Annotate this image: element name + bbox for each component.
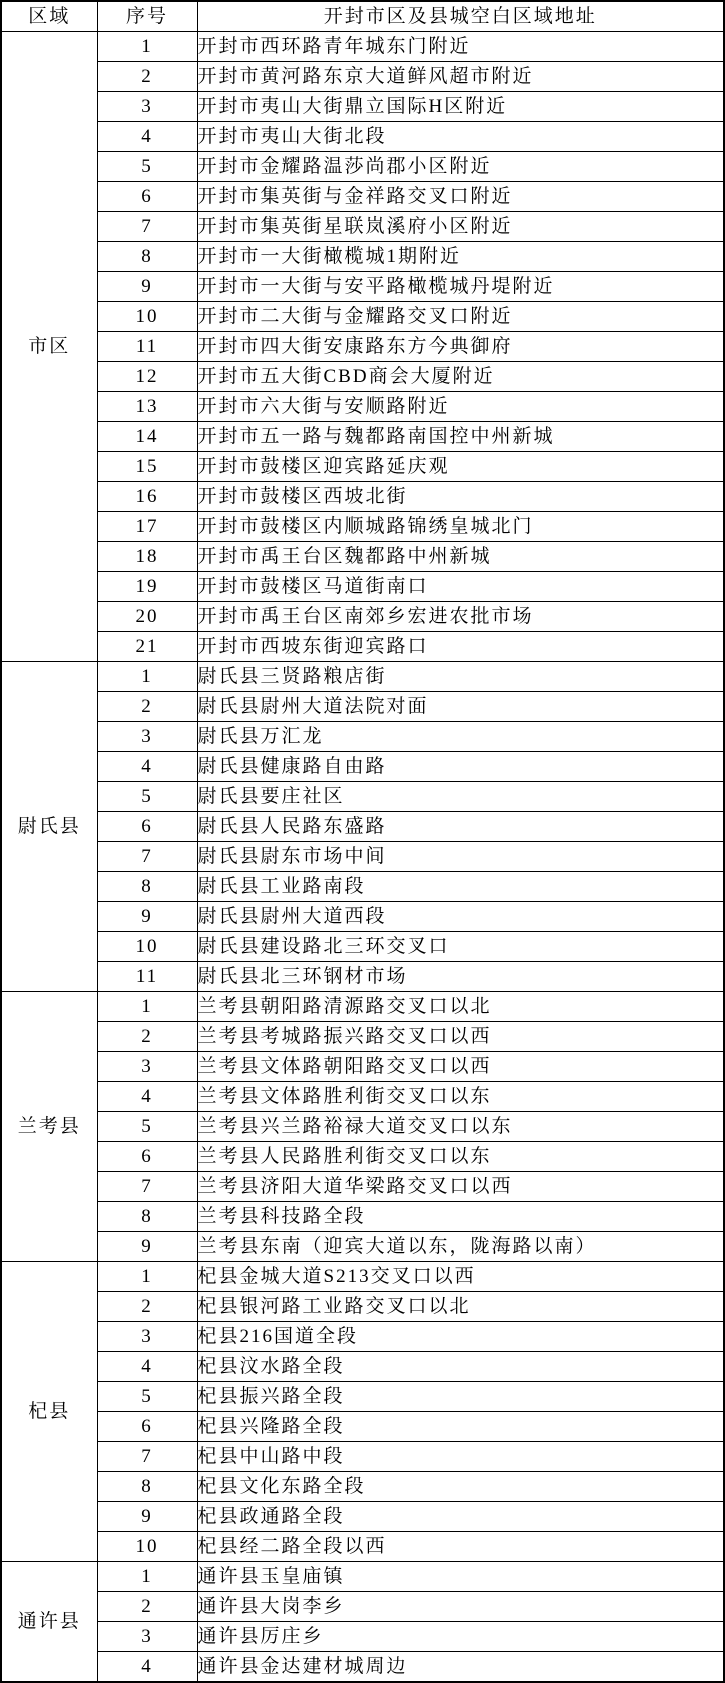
table-row xyxy=(1,992,724,1022)
table-row xyxy=(1,872,724,902)
index-cell: 1 xyxy=(97,1562,197,1592)
index-cell: 7 xyxy=(97,842,197,872)
address-cell: 兰考县科技路全段 xyxy=(197,1202,724,1232)
table-row xyxy=(1,152,724,182)
index-cell: 2 xyxy=(97,1292,197,1322)
table-row xyxy=(1,1232,724,1262)
address-cell: 尉氏县尉州大道法院对面 xyxy=(197,692,724,722)
table-row xyxy=(1,272,724,302)
table-row xyxy=(1,632,724,662)
table-row xyxy=(1,902,724,932)
address-cell: 杞县银河路工业路交叉口以北 xyxy=(197,1292,724,1322)
address-cell: 开封市二大街与金耀路交叉口附近 xyxy=(197,302,724,332)
table-row xyxy=(1,1442,724,1472)
address-cell: 开封市金耀路温莎尚郡小区附近 xyxy=(197,152,724,182)
address-cell: 杞县经二路全段以西 xyxy=(197,1532,724,1562)
index-cell: 4 xyxy=(97,752,197,782)
address-cell: 尉氏县尉东市场中间 xyxy=(197,842,724,872)
table-row xyxy=(1,812,724,842)
table-row xyxy=(1,92,724,122)
address-cell: 杞县文化东路全段 xyxy=(197,1472,724,1502)
index-cell: 17 xyxy=(97,512,197,542)
address-cell: 开封市鼓楼区马道街南口 xyxy=(197,572,724,602)
address-cell: 开封市西坡东街迎宾路口 xyxy=(197,632,724,662)
index-cell: 16 xyxy=(97,482,197,512)
table-row xyxy=(1,1052,724,1082)
region-cell: 兰考县 xyxy=(1,992,97,1262)
address-cell: 通许县厉庄乡 xyxy=(197,1622,724,1652)
index-cell: 2 xyxy=(97,62,197,92)
table-row xyxy=(1,1352,724,1382)
address-cell: 兰考县朝阳路清源路交叉口以北 xyxy=(197,992,724,1022)
address-cell: 开封市西环路青年城东门附近 xyxy=(197,32,724,62)
table-row xyxy=(1,1112,724,1142)
table-row xyxy=(1,482,724,512)
table-row xyxy=(1,1172,724,1202)
table-row xyxy=(1,362,724,392)
table-row xyxy=(1,182,724,212)
index-cell: 6 xyxy=(97,1142,197,1172)
table-row xyxy=(1,962,724,992)
address-cell: 兰考县兴兰路裕禄大道交叉口以东 xyxy=(197,1112,724,1142)
index-cell: 1 xyxy=(97,992,197,1022)
address-cell: 杞县汶水路全段 xyxy=(197,1352,724,1382)
table-row xyxy=(1,1472,724,1502)
index-cell: 1 xyxy=(97,1262,197,1292)
index-cell: 6 xyxy=(97,182,197,212)
address-cell: 尉氏县万汇龙 xyxy=(197,722,724,752)
region-cell: 尉氏县 xyxy=(1,662,97,992)
table-row xyxy=(1,1622,724,1652)
address-cell: 通许县金达建材城周边 xyxy=(197,1652,724,1683)
index-cell: 19 xyxy=(97,572,197,602)
table-row xyxy=(1,1262,724,1292)
address-cell: 杞县中山路中段 xyxy=(197,1442,724,1472)
index-cell: 2 xyxy=(97,692,197,722)
table-row xyxy=(1,512,724,542)
header-region: 区域 xyxy=(1,1,97,32)
address-cell: 兰考县济阳大道华梁路交叉口以西 xyxy=(197,1172,724,1202)
index-cell: 5 xyxy=(97,782,197,812)
address-cell: 尉氏县工业路南段 xyxy=(197,872,724,902)
table-row xyxy=(1,1532,724,1562)
table-row xyxy=(1,572,724,602)
header-address: 开封市区及县城空白区域地址 xyxy=(197,1,724,32)
address-cell: 开封市鼓楼区迎宾路延庆观 xyxy=(197,452,724,482)
index-cell: 6 xyxy=(97,812,197,842)
address-cell: 通许县玉皇庙镇 xyxy=(197,1562,724,1592)
index-cell: 10 xyxy=(97,302,197,332)
index-cell: 10 xyxy=(97,1532,197,1562)
table-row xyxy=(1,1652,724,1683)
table-row xyxy=(1,1412,724,1442)
address-cell: 兰考县文体路胜利街交叉口以东 xyxy=(197,1082,724,1112)
address-cell: 开封市四大街安康路东方今典御府 xyxy=(197,332,724,362)
address-cell: 杞县金城大道S213交叉口以西 xyxy=(197,1262,724,1292)
index-cell: 3 xyxy=(97,1322,197,1352)
index-cell: 9 xyxy=(97,272,197,302)
address-cell: 开封市五大街CBD商会大厦附近 xyxy=(197,362,724,392)
address-cell: 开封市一大街橄榄城1期附近 xyxy=(197,242,724,272)
index-cell: 8 xyxy=(97,872,197,902)
index-cell: 11 xyxy=(97,962,197,992)
index-cell: 14 xyxy=(97,422,197,452)
table-row xyxy=(1,1082,724,1112)
address-cell: 开封市五一路与魏都路南国控中州新城 xyxy=(197,422,724,452)
address-cell: 尉氏县尉州大道西段 xyxy=(197,902,724,932)
index-cell: 4 xyxy=(97,1082,197,1112)
address-cell: 开封市集英街星联岚溪府小区附近 xyxy=(197,212,724,242)
index-cell: 6 xyxy=(97,1412,197,1442)
index-cell: 9 xyxy=(97,1502,197,1532)
index-cell: 12 xyxy=(97,362,197,392)
table-row xyxy=(1,1202,724,1232)
address-cell: 兰考县考城路振兴路交叉口以西 xyxy=(197,1022,724,1052)
index-cell: 3 xyxy=(97,1622,197,1652)
address-cell: 开封市一大街与安平路橄榄城丹堤附近 xyxy=(197,272,724,302)
table-row xyxy=(1,782,724,812)
table-row xyxy=(1,332,724,362)
table-row xyxy=(1,932,724,962)
table-row xyxy=(1,1502,724,1532)
address-cell: 开封市黄河路东京大道鲜风超市附近 xyxy=(197,62,724,92)
index-cell: 13 xyxy=(97,392,197,422)
address-cell: 兰考县文体路朝阳路交叉口以西 xyxy=(197,1052,724,1082)
index-cell: 5 xyxy=(97,1112,197,1142)
table-row xyxy=(1,692,724,722)
table-row xyxy=(1,392,724,422)
address-cell: 尉氏县要庄社区 xyxy=(197,782,724,812)
region-cell: 市区 xyxy=(1,32,97,662)
table-row xyxy=(1,752,724,782)
table-row xyxy=(1,1382,724,1412)
index-cell: 8 xyxy=(97,1472,197,1502)
address-cell: 尉氏县人民路东盛路 xyxy=(197,812,724,842)
region-cell: 杞县 xyxy=(1,1262,97,1562)
index-cell: 20 xyxy=(97,602,197,632)
address-cell: 开封市六大街与安顺路附近 xyxy=(197,392,724,422)
address-cell: 杞县216国道全段 xyxy=(197,1322,724,1352)
index-cell: 4 xyxy=(97,122,197,152)
index-cell: 3 xyxy=(97,92,197,122)
table-header-row xyxy=(1,1,724,32)
table-row xyxy=(1,1292,724,1322)
table-row xyxy=(1,1562,724,1592)
address-cell: 开封市鼓楼区内顺城路锦绣皇城北门 xyxy=(197,512,724,542)
index-cell: 8 xyxy=(97,1202,197,1232)
table-row xyxy=(1,242,724,272)
address-cell: 开封市禹王台区南郊乡宏进农批市场 xyxy=(197,602,724,632)
table-row xyxy=(1,662,724,692)
index-cell: 18 xyxy=(97,542,197,572)
address-cell: 杞县政通路全段 xyxy=(197,1502,724,1532)
table-row xyxy=(1,1322,724,1352)
index-cell: 11 xyxy=(97,332,197,362)
address-cell: 杞县兴隆路全段 xyxy=(197,1412,724,1442)
table-row xyxy=(1,62,724,92)
index-cell: 10 xyxy=(97,932,197,962)
index-cell: 9 xyxy=(97,1232,197,1262)
address-cell: 开封市集英街与金祥路交叉口附近 xyxy=(197,182,724,212)
index-cell: 1 xyxy=(97,32,197,62)
index-cell: 15 xyxy=(97,452,197,482)
index-cell: 5 xyxy=(97,1382,197,1412)
index-cell: 1 xyxy=(97,662,197,692)
address-cell: 兰考县东南（迎宾大道以东，陇海路以南） xyxy=(197,1232,724,1262)
address-cell: 杞县振兴路全段 xyxy=(197,1382,724,1412)
table-row xyxy=(1,422,724,452)
index-cell: 7 xyxy=(97,1172,197,1202)
index-cell: 3 xyxy=(97,722,197,752)
address-cell: 尉氏县健康路自由路 xyxy=(197,752,724,782)
table-row xyxy=(1,1142,724,1172)
index-cell: 7 xyxy=(97,212,197,242)
address-cell: 开封市夷山大街鼎立国际H区附近 xyxy=(197,92,724,122)
table-row xyxy=(1,1592,724,1622)
region-cell: 通许县 xyxy=(1,1562,97,1683)
address-cell: 开封市鼓楼区西坡北街 xyxy=(197,482,724,512)
table-row xyxy=(1,722,724,752)
index-cell: 3 xyxy=(97,1052,197,1082)
table-row xyxy=(1,542,724,572)
table-row xyxy=(1,122,724,152)
table-body xyxy=(1,32,724,1683)
address-cell: 通许县大岗李乡 xyxy=(197,1592,724,1622)
index-cell: 2 xyxy=(97,1022,197,1052)
address-cell: 尉氏县三贤路粮店街 xyxy=(197,662,724,692)
address-cell: 开封市夷山大街北段 xyxy=(197,122,724,152)
index-cell: 8 xyxy=(97,242,197,272)
address-cell: 开封市禹王台区魏都路中州新城 xyxy=(197,542,724,572)
header-index: 序号 xyxy=(97,1,197,32)
index-cell: 7 xyxy=(97,1442,197,1472)
table-row xyxy=(1,302,724,332)
address-cell: 尉氏县北三环钢材市场 xyxy=(197,962,724,992)
index-cell: 4 xyxy=(97,1352,197,1382)
address-cell: 尉氏县建设路北三环交叉口 xyxy=(197,932,724,962)
table-row xyxy=(1,32,724,62)
table-row xyxy=(1,1022,724,1052)
table-row xyxy=(1,842,724,872)
table-row xyxy=(1,602,724,632)
index-cell: 4 xyxy=(97,1652,197,1683)
table-row xyxy=(1,452,724,482)
table-row xyxy=(1,212,724,242)
address-cell: 兰考县人民路胜利街交叉口以东 xyxy=(197,1142,724,1172)
index-cell: 21 xyxy=(97,632,197,662)
index-cell: 5 xyxy=(97,152,197,182)
index-cell: 9 xyxy=(97,902,197,932)
index-cell: 2 xyxy=(97,1592,197,1622)
